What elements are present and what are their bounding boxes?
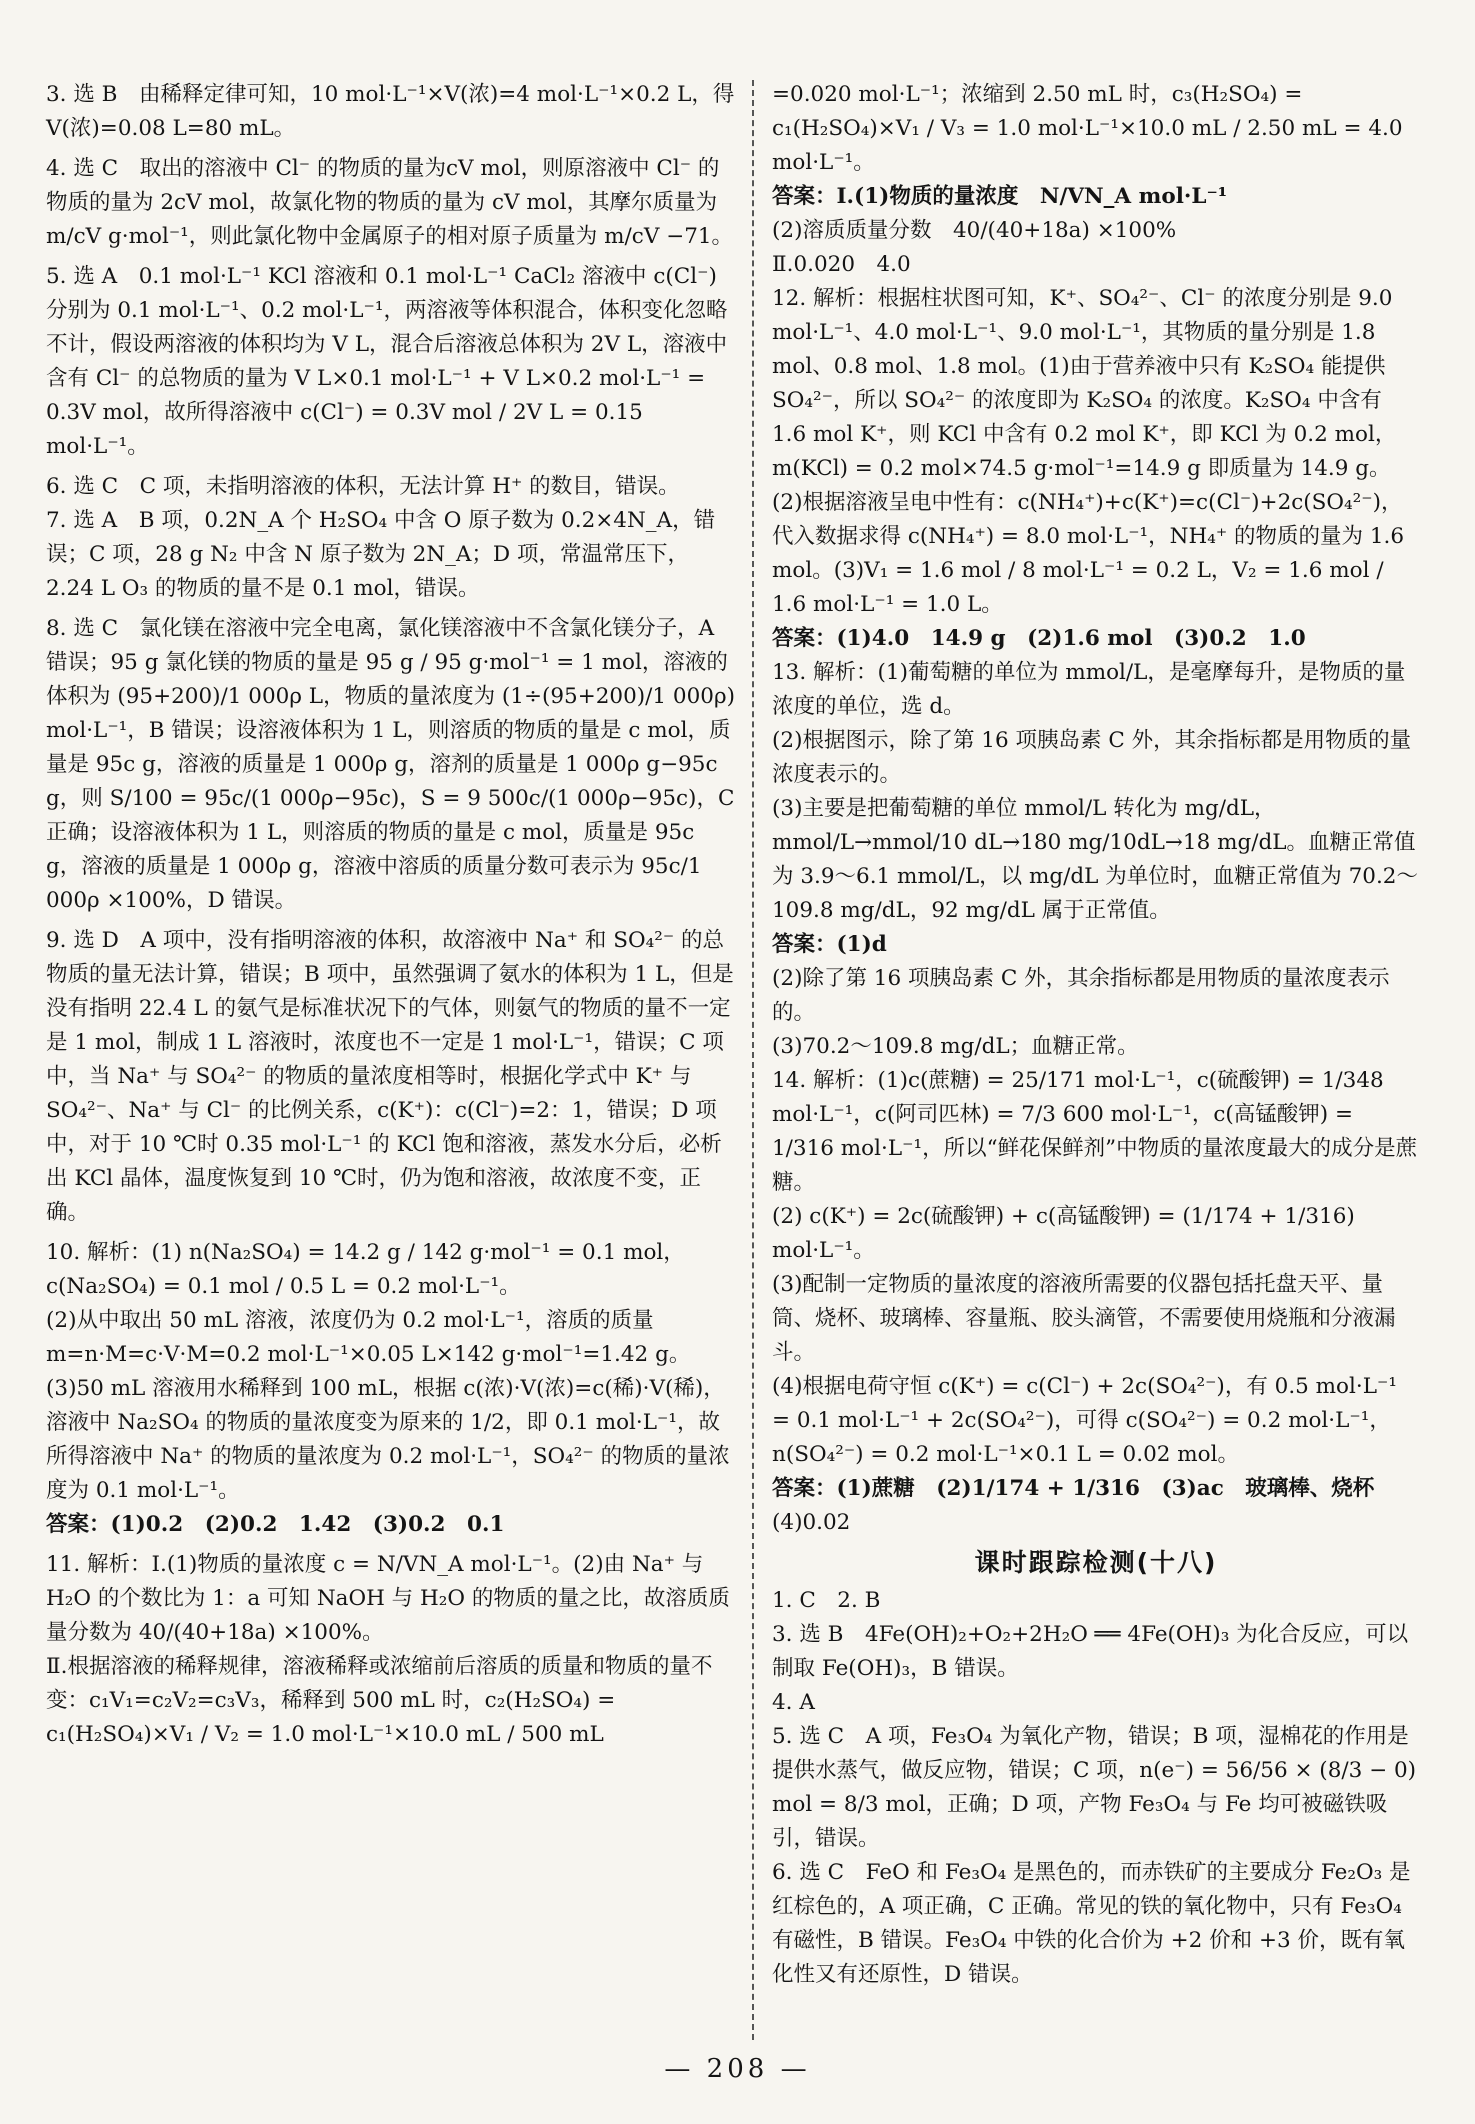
answer-7: 7. 选 A B 项，0.2N_A 个 H₂SO₄ 中含 O 原子数为 0.2×4N_A，错误；C 项，28 g N₂ 中含 N 原子数为 2N_A；D 项，常温常压下，2.24 L O₃ 的物质的量不是 0.1 mol，错误。	[46, 508, 716, 601]
answer-3: 3. 选 B 由稀释定律可知，10 mol·L⁻¹×V(浓)=4 mol·L⁻¹×0.2 L，得V(浓)=0.08 L=80 mL。	[46, 82, 735, 141]
answer-14-part2: (2) c(K⁺) = 2c(硫酸钾) + c(高锰酸钾) = (1/174 + 1/316) mol·L⁻¹。	[772, 1204, 1355, 1263]
answer-12: 12. 解析：根据柱状图可知，K⁺、SO₄²⁻、Cl⁻ 的浓度分别是 9.0 mol·L⁻¹、4.0 mol·L⁻¹、9.0 mol·L⁻¹，其物质的量分别是 1.8 mol、0.8 mol、1.8 mol。(1)由于营养液中只有 K₂SO₄ 能提供 SO₄²⁻，所以 SO₄²⁻ 的浓度即为 K₂SO₄ 的浓度。K₂SO₄ 中含有 1.6 mol K⁺，则 KCl 中含有 0.2 mol K⁺，即 KCl 为 0.2 mol，m(KCl) = 0.2 mol×74.5 g·mol⁻¹=14.9 g 即质量为 14.9 g。(2)根据溶液呈电中性有：c(NH₄⁺)+c(K⁺)=c(Cl⁻)+2c(SO₄²⁻)，代入数据求得 c(NH₄⁺) = 8.0 mol·L⁻¹，NH₄⁺ 的物质的量为 1.6 mol。(3)V₁ = 1.6 mol / 8 mol·L⁻¹ = 0.2 L，V₂ = 1.6 mol / 1.6 mol·L⁻¹ = 1.0 L。	[772, 286, 1405, 617]
right-column	[772, 78, 1420, 1992]
answer-14-part1: 14. 解析：(1)c(蔗糖) = 25/171 mol·L⁻¹，c(硫酸钾) = 1/348 mol·L⁻¹，c(阿司匹林) = 7/3 600 mol·L⁻¹，c(高锰酸钾) = 1/316 mol·L⁻¹，所以“鲜花保鲜剂”中物质的量浓度最大的成分是蔗糖。	[772, 1068, 1418, 1195]
page-number: — 208 —	[664, 2054, 811, 2084]
answer-14-part3: (3)配制一定物质的量浓度的溶液所需要的仪器包括托盘天平、量筒、烧杯、玻璃棒、容量瓶、胶头滴管，不需要使用烧瓶和分液漏斗。	[772, 1272, 1396, 1365]
answer-14-key-2: (4)0.02	[772, 1510, 851, 1535]
answer-14-part4: (4)根据电荷守恒 c(K⁺) = c(Cl⁻) + 2c(SO₄²⁻)，有 0.5 mol·L⁻¹ = 0.1 mol·L⁻¹ + 2c(SO₄²⁻)，可得 c(SO₄²⁻) = 0.2 mol·L⁻¹，n(SO₄²⁻) = 0.2 mol·L⁻¹×0.1 L = 0.02 mol。	[772, 1374, 1397, 1467]
answer-11-key-3: Ⅱ.0.020 4.0	[772, 252, 911, 277]
answer-4: 4. 选 C 取出的溶液中 Cl⁻ 的物质的量为cV mol，则原溶液中 Cl⁻ 的物质的量为 2cV mol，故氯化物的物质的量为 cV mol，其摩尔质量为 m/cV g·mol⁻¹，则此氯化物中金属原子的相对原子质量为 m/cV −71。	[46, 156, 734, 249]
left-column	[46, 78, 736, 1752]
answer-10-key: 答案：(1)0.2 (2)0.2 1.42 (3)0.2 0.1	[46, 1512, 505, 1537]
answer-11-key-1: 答案：Ⅰ.(1)物质的量浓度 N/VN_A mol·L⁻¹	[772, 184, 1228, 209]
answer-13-part2: (2)根据图示，除了第 16 项胰岛素 C 外，其余指标都是用物质的量浓度表示的。	[772, 728, 1412, 787]
answer-10-part2: (2)从中取出 50 mL 溶液，浓度仍为 0.2 mol·L⁻¹，溶质的质量 m=n·M=c·V·M=0.2 mol·L⁻¹×0.05 L×142 g·mol⁻¹=1.42 g。	[46, 1308, 691, 1367]
quiz18-answer-3: 3. 选 B 4Fe(OH)₂+O₂+2H₂O ══ 4Fe(OH)₃ 为化合反应，可以制取 Fe(OH)₃，B 错误。	[772, 1622, 1409, 1681]
answer-13-part3: (3)主要是把葡萄糖的单位 mmol/L 转化为 mg/dL，mmol/L→mmol/10 dL→180 mg/10dL→18 mg/dL。血糖正常值为 3.9～6.1 mmol/L，以 mg/dL 为单位时，血糖正常值为 70.2～109.8 mg/dL，92 mg/dL 属于正常值。	[772, 796, 1418, 923]
answer-11-part2: Ⅱ.根据溶液的稀释规律，溶液稀释或浓缩前后溶质的质量和物质的量不变：c₁V₁=c₂V₂=c₃V₃，稀释到 500 mL 时，c₂(H₂SO₄) = c₁(H₂SO₄)×V₁ / V₂ = 1.0 mol·L⁻¹×10.0 mL / 500 mL	[46, 1654, 713, 1747]
quiz18-answer-4: 4. A	[772, 1690, 815, 1715]
quiz18-answer-1-2: 1. C 2. B	[772, 1588, 881, 1613]
answer-10-part1: 10. 解析：(1) n(Na₂SO₄) = 14.2 g / 142 g·mol⁻¹ = 0.1 mol，c(Na₂SO₄) = 0.1 mol / 0.5 L = 0.2 mol·L⁻¹。	[46, 1240, 685, 1299]
quiz18-answer-6: 6. 选 C FeO 和 Fe₃O₄ 是黑色的，而赤铁矿的主要成分 Fe₂O₃ 是红棕色的，A 项正确，C 正确。常见的铁的氧化物中，只有 Fe₃O₄ 有磁性，B 错误。Fe₃O₄ 中铁的化合价为 +2 价和 +3 价，既有氧化性又有还原性，D 错误。	[772, 1860, 1411, 1987]
answer-11-key-2: (2)溶质质量分数 40/(40+18a) ×100%	[772, 218, 1177, 243]
answer-12-key: 答案：(1)4.0 14.9 g (2)1.6 mol (3)0.2 1.0	[772, 626, 1306, 651]
answer-13-key-1: 答案：(1)d	[772, 932, 887, 957]
answer-10-part3: (3)50 mL 溶液用水稀释到 100 mL，根据 c(浓)·V(浓)=c(稀)·V(稀)，溶液中 Na₂SO₄ 的物质的量浓度变为原来的 1/2，即 0.1 mol·L⁻¹，故所得溶液中 Na⁺ 的物质的量浓度为 0.2 mol·L⁻¹，SO₄²⁻ 的物质的量浓度为 0.1 mol·L⁻¹。	[46, 1376, 730, 1503]
answer-9: 9. 选 D A 项中，没有指明溶液的体积，故溶液中 Na⁺ 和 SO₄²⁻ 的总物质的量无法计算，错误；B 项中，虽然强调了氨水的体积为 1 L，但是没有指明 22.4 L 的氨气是标准状况下的气体，则氨气的物质的量不一定是 1 mol，制成 1 L 溶液时，浓度也不一定是 1 mol·L⁻¹，错误；C 项中，当 Na⁺ 与 SO₄²⁻ 的物质的量浓度相等时，根据化学式中 K⁺ 与 SO₄²⁻、Na⁺ 与 Cl⁻ 的比例关系，c(K⁺)：c(Cl⁻)=2：1，错误；D 项中，对于 10 ℃时 0.35 mol·L⁻¹ 的 KCl 饱和溶液，蒸发水分后，必析出 KCl 晶体，温度恢复到 10 ℃时，仍为饱和溶液，故浓度不变，正确。	[46, 928, 734, 1225]
section-title: 课时跟踪检测(十八)	[974, 1548, 1218, 1577]
answer-8: 8. 选 C 氯化镁在溶液中完全电离，氯化镁溶液中不含氯化镁分子，A 错误；95 g 氯化镁的物质的量是 95 g / 95 g·mol⁻¹ = 1 mol，溶液的体积为 (95+200)/1 000ρ L，物质的量浓度为 (1÷(95+200)/1 000ρ) mol·L⁻¹，B 错误；设溶液体积为 1 L，则溶质的物质的量是 c mol，质量是 95c g，溶液的质量是 1 000ρ g，溶剂的质量是 1 000ρ g−95c g，则 S/100 = 95c/(1 000ρ−95c)，S = 9 500c/(1 000ρ−95c)，C 正确；设溶液体积为 1 L，则溶质的物质的量是 c mol，质量是 95c g，溶液的质量是 1 000ρ g，溶液中溶质的质量分数可表示为 95c/1 000ρ ×100%，D 错误。	[46, 616, 735, 913]
answer-13-key-2: (2)除了第 16 项胰岛素 C 外，其余指标都是用物质的量浓度表示的。	[772, 966, 1390, 1025]
quiz18-answer-5: 5. 选 C A 项，Fe₃O₄ 为氧化产物，错误；B 项，湿棉花的作用是提供水蒸气，做反应物，错误；C 项，n(e⁻) = 56/56 × (8/3 − 0) mol = 8/3 mol，正确；D 项，产物 Fe₃O₄ 与 Fe 均可被磁铁吸引，错误。	[772, 1724, 1417, 1851]
answer-14-key-1: 答案：(1)蔗糖 (2)1/174 + 1/316 (3)ac 玻璃棒、烧杯	[772, 1476, 1375, 1501]
answer-13-key-3: (3)70.2～109.8 mg/dL；血糖正常。	[772, 1034, 1139, 1059]
column-divider	[752, 80, 754, 2040]
answer-13-part1: 13. 解析：(1)葡萄糖的单位为 mmol/L，是毫摩每升，是物质的量浓度的单位，选 d。	[772, 660, 1406, 719]
answer-11-part1: 11. 解析：Ⅰ.(1)物质的量浓度 c = N/VN_A mol·L⁻¹。(2)由 Na⁺ 与 H₂O 的个数比为 1：a 可知 NaOH 与 H₂O 的物质的量之比，故溶质质量分数为 40/(40+18a) ×100%。	[46, 1552, 730, 1645]
answer-6: 6. 选 C C 项，未指明溶液的体积，无法计算 H⁺ 的数目，错误。	[46, 474, 680, 499]
answer-11-cont: =0.020 mol·L⁻¹；浓缩到 2.50 mL 时，c₃(H₂SO₄) = c₁(H₂SO₄)×V₁ / V₃ = 1.0 mol·L⁻¹×10.0 mL / 2.50 mL = 4.0 mol·L⁻¹。	[772, 82, 1403, 175]
answer-5: 5. 选 A 0.1 mol·L⁻¹ KCl 溶液和 0.1 mol·L⁻¹ CaCl₂ 溶液中 c(Cl⁻)分别为 0.1 mol·L⁻¹、0.2 mol·L⁻¹，两溶液等体积混合，体积变化忽略不计，假设两溶液的体积均为 V L，混合后溶液总体积为 2V L，溶液中含有 Cl⁻ 的总物质的量为 V L×0.1 mol·L⁻¹ + V L×0.2 mol·L⁻¹ = 0.3V mol，故所得溶液中 c(Cl⁻) = 0.3V mol / 2V L = 0.15 mol·L⁻¹。	[46, 264, 728, 459]
